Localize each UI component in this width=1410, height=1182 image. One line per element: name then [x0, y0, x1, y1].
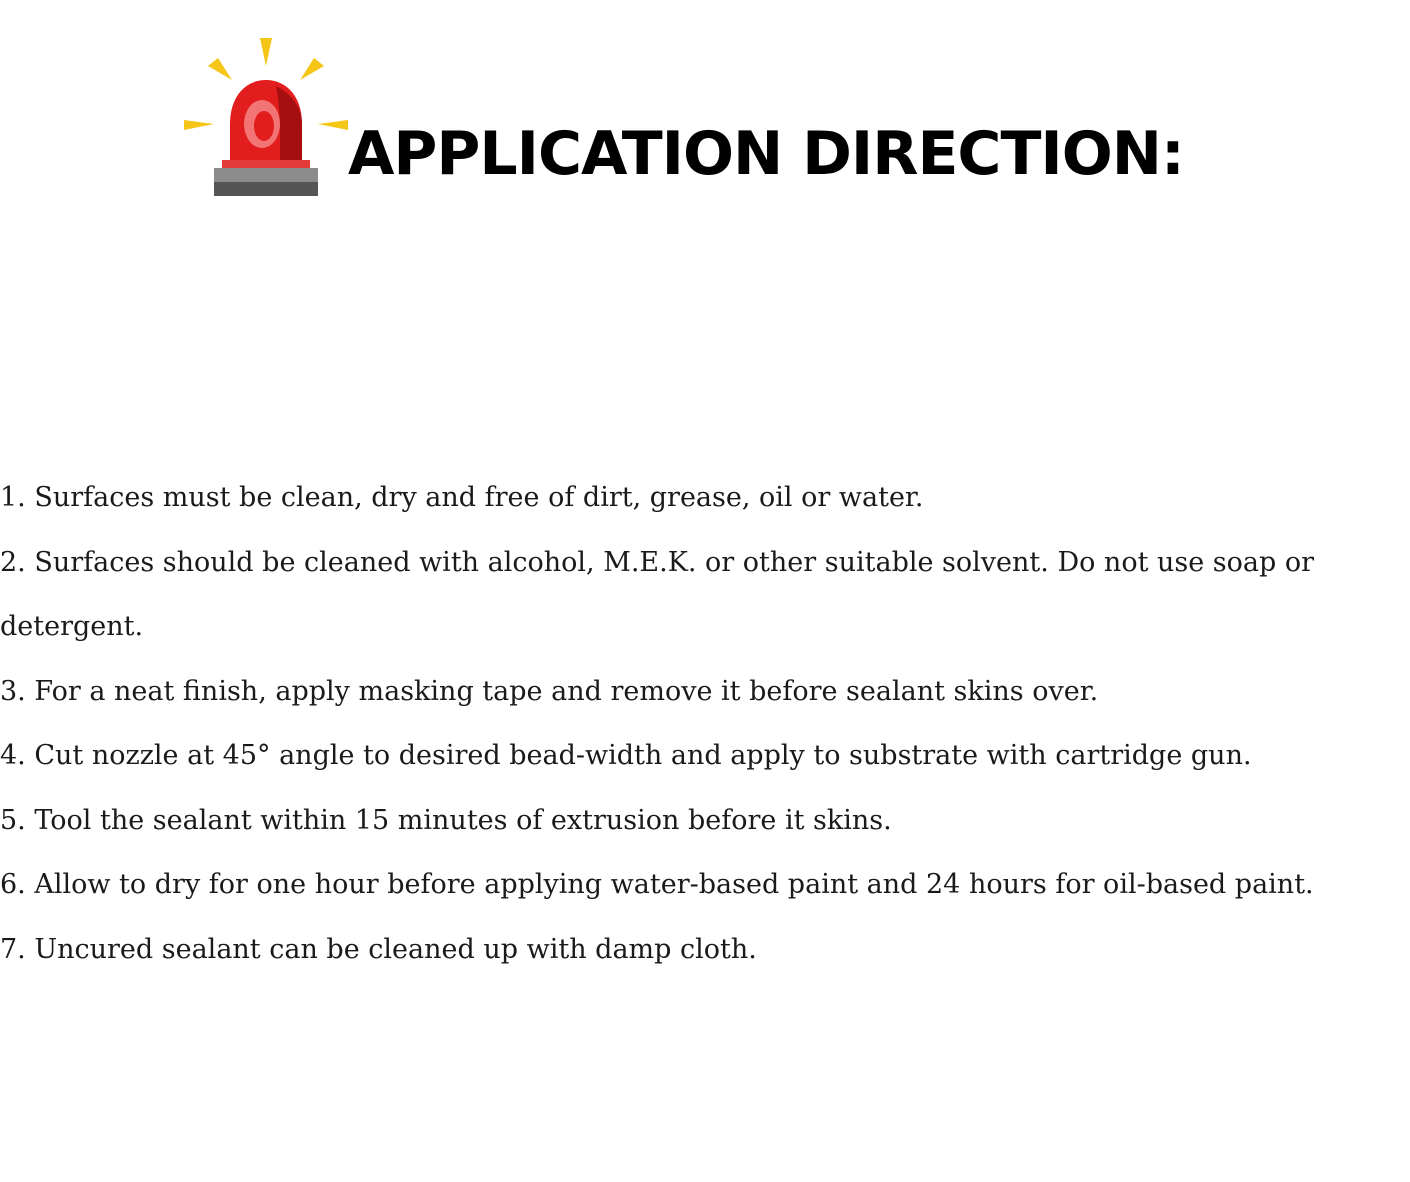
step-item: 5. Tool the sealant within 15 minutes of extrusion before it skins.	[0, 804, 892, 836]
step-item: 3. For a neat finish, apply masking tape and remove it before sealant skins over.	[0, 675, 1099, 707]
step-item: 2. Surfaces should be cleaned with alcohol, M.E.K. or other suitable solvent. Do not use soap or detergent.	[0, 546, 1315, 642]
step-item: 6. Allow to dry for one hour before applying water-based paint and 24 hours for oil-based paint.	[0, 869, 1314, 900]
step-item: 4. Cut nozzle at 45° angle to desired bead-width and apply to substrate with cartridge gun.	[0, 740, 1252, 771]
page-title: APPLICATION DIRECTION:	[348, 119, 1184, 189]
alarm-siren-icon	[180, 34, 352, 200]
step-item: 7. Uncured sealant can be cleaned up with damp cloth.	[0, 933, 757, 965]
document-header	[0, 0, 1410, 240]
application-steps-list	[0, 466, 1360, 982]
step-item: 1. Surfaces must be clean, dry and free of dirt, grease, oil or water.	[0, 482, 924, 513]
